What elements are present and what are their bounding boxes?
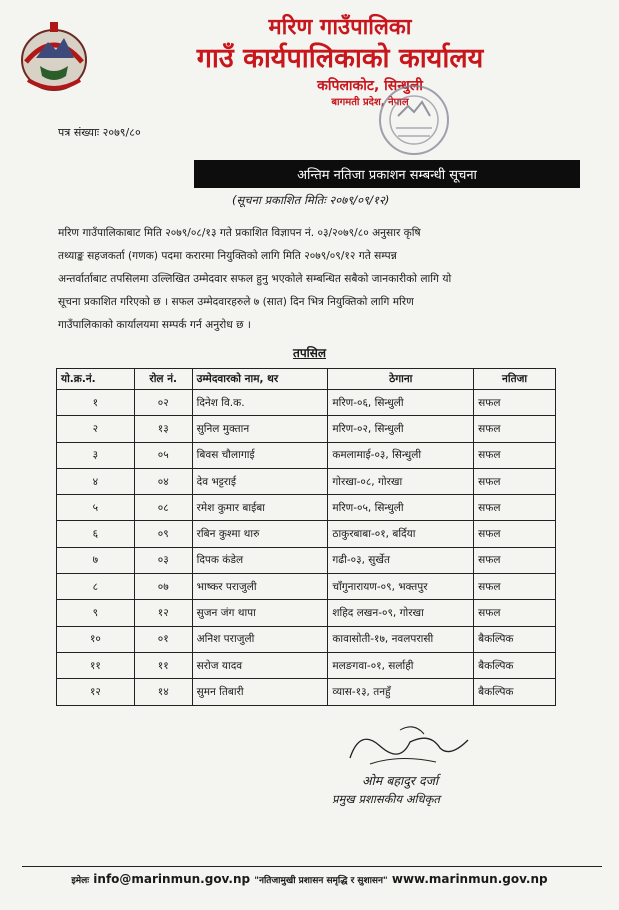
cell-name: देव भट्टराई	[192, 468, 328, 494]
cell-result: बैकल्पिक	[474, 626, 556, 652]
body-line: गाउँपालिकाको कार्यालयमा सम्पर्क गर्न अनुरोध छ ।	[58, 319, 251, 331]
col-serial: यो.क्र.नं.	[57, 369, 135, 390]
email-link[interactable]: info@marinmun.gov.np	[93, 872, 251, 886]
cell-serial: ३	[57, 442, 135, 468]
signatory-name: ओम बहादुर दर्जा	[362, 773, 439, 788]
table-row	[57, 600, 556, 626]
col-result: नतिजा	[474, 369, 556, 390]
table-title: तपसिल	[292, 346, 326, 360]
cell-address: मरिण-०६, सिन्धुली	[328, 390, 474, 416]
cell-name: रमेश कुमार बाईबा	[192, 495, 328, 521]
table-row	[57, 679, 556, 705]
cell-address: मलङगवा-०१, सर्लाही	[328, 652, 474, 678]
slogan: "नतिजामुखी प्रशासन समृद्धि र सुशासन"	[254, 876, 388, 886]
table-row	[57, 442, 556, 468]
cell-serial: १	[57, 390, 135, 416]
cell-result: सफल	[474, 442, 556, 468]
body-line: तथ्याङ्क सहजकर्ता (गणक) पदमा करारमा नियुक्तिको लागि मिति २०७९/०९/१२ गते सम्पन्न	[58, 250, 397, 262]
col-name: उम्मेदवारको नाम, थर	[192, 369, 328, 390]
office-name: गाउँ कार्यपालिकाको कार्यालय	[196, 43, 484, 74]
table-row	[57, 626, 556, 652]
cell-serial: ७	[57, 547, 135, 573]
cell-name: अनिश पराजुली	[192, 626, 328, 652]
signature-icon	[340, 718, 480, 774]
notice-date: (सूचना प्रकाशित मितिः २०७९/०९/१२)	[232, 193, 390, 207]
municipality-name: मरिण गाउँपालिका	[268, 15, 412, 40]
cell-result: सफल	[474, 390, 556, 416]
cell-address: ठाकुरबाबा-०१, बर्दिया	[328, 521, 474, 547]
cell-address: कमलामाई-०३, सिन्धुली	[328, 442, 474, 468]
cell-serial: ९	[57, 600, 135, 626]
footer	[0, 872, 619, 886]
cell-serial: २	[57, 416, 135, 442]
cell-result: सफल	[474, 468, 556, 494]
cell-address: व्यास-१३, तनहुँ	[328, 679, 474, 705]
cell-serial: ५	[57, 495, 135, 521]
province: बागमती प्रदेश, नेपाल	[331, 97, 409, 108]
cell-address: शहिद लखन-०९, गोरखा	[328, 600, 474, 626]
cell-result: सफल	[474, 495, 556, 521]
notice-body	[58, 222, 580, 337]
cell-result: सफल	[474, 574, 556, 600]
cell-roll: ०१	[134, 626, 192, 652]
cell-name: दिपक कंडेल	[192, 547, 328, 573]
cell-name: सुजन जंग थापा	[192, 600, 328, 626]
cell-serial: ४	[57, 468, 135, 494]
cell-name: सरोज यादव	[192, 652, 328, 678]
cell-name: भाष्कर पराजुली	[192, 574, 328, 600]
cell-name: सुमन तिबारी	[192, 679, 328, 705]
table-row	[57, 547, 556, 573]
cell-roll: ०९	[134, 521, 192, 547]
col-roll: रोल नं.	[134, 369, 192, 390]
cell-roll: ०५	[134, 442, 192, 468]
results-table	[56, 368, 556, 706]
cell-serial: १०	[57, 626, 135, 652]
cell-address: कावासोती-१७, नवलपरासी	[328, 626, 474, 652]
body-line: सूचना प्रकाशित गरिएको छ । सफल उम्मेदवारहरुले ७ (सात) दिन भित्र नियुक्तिको लागि मरिण	[58, 296, 414, 308]
cell-roll: ०७	[134, 574, 192, 600]
cell-result: सफल	[474, 521, 556, 547]
table-row	[57, 468, 556, 494]
cell-roll: १४	[134, 679, 192, 705]
cell-address: चाँगुनारायण-०९, भक्तपुर	[328, 574, 474, 600]
table-row	[57, 416, 556, 442]
body-line: मरिण गाउँपालिकाबाट मिति २०७९/०८/१३ गते प्रकाशित विज्ञापन नं. ०३/२०७९/८० अनुसार कृषि	[58, 227, 421, 239]
reference-number: पत्र संख्याः २०७९/८०	[58, 126, 141, 139]
table-row	[57, 495, 556, 521]
cell-roll: १२	[134, 600, 192, 626]
cell-name: बिवस चौलागाई	[192, 442, 328, 468]
cell-name: सुनिल मुक्तान	[192, 416, 328, 442]
cell-roll: ०३	[134, 547, 192, 573]
cell-roll: ०४	[134, 468, 192, 494]
table-row	[57, 652, 556, 678]
office-address: कपिलाकोट, सिन्धुली	[317, 78, 423, 94]
cell-name: दिनेश वि.क.	[192, 390, 328, 416]
table-row	[57, 521, 556, 547]
cell-result: बैकल्पिक	[474, 652, 556, 678]
signatory-title: प्रमुख प्रशासकीय अधिकृत	[332, 792, 440, 806]
cell-result: सफल	[474, 547, 556, 573]
cell-address: गढी-०३, सुर्खेत	[328, 547, 474, 573]
table-row	[57, 574, 556, 600]
header	[130, 14, 550, 110]
cell-serial: ६	[57, 521, 135, 547]
cell-result: बैकल्पिक	[474, 679, 556, 705]
cell-result: सफल	[474, 416, 556, 442]
cell-serial: १२	[57, 679, 135, 705]
footer-divider	[22, 866, 602, 867]
email-label: इमेलः	[71, 876, 90, 886]
col-address: ठेगाना	[328, 369, 474, 390]
cell-serial: ११	[57, 652, 135, 678]
table-header-row	[57, 369, 556, 390]
body-line: अन्तर्वार्ताबाट तपसिलमा उल्लिखित उम्मेदवार सफल हुनु भएकोले सम्बन्धित सबैको जानकारीको लागि यो	[58, 273, 452, 285]
cell-roll: ११	[134, 652, 192, 678]
cell-address: मरिण-०२, सिन्धुली	[328, 416, 474, 442]
cell-roll: १३	[134, 416, 192, 442]
website-link[interactable]: www.marinmun.gov.np	[391, 872, 548, 886]
cell-name: रबिन कुश्मा थारु	[192, 521, 328, 547]
nepal-emblem-icon	[18, 18, 90, 96]
cell-result: सफल	[474, 600, 556, 626]
cell-roll: ०२	[134, 390, 192, 416]
notice-title: अन्तिम नतिजा प्रकाशन सम्बन्धी सूचना	[194, 160, 580, 188]
cell-roll: ०८	[134, 495, 192, 521]
cell-address: गोरखा-०८, गोरखा	[328, 468, 474, 494]
cell-address: मरिण-०५, सिन्धुली	[328, 495, 474, 521]
office-stamp-icon	[368, 82, 460, 162]
cell-serial: ८	[57, 574, 135, 600]
table-row	[57, 390, 556, 416]
